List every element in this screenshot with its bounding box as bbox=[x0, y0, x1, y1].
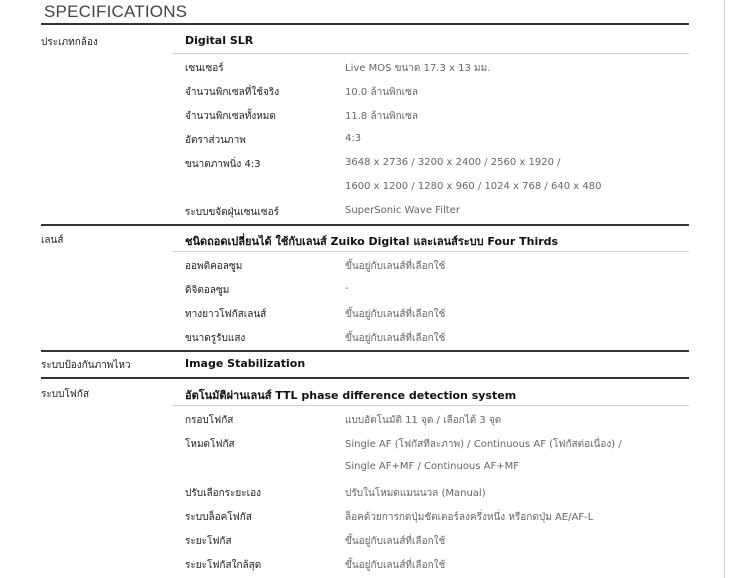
page-title: SPECIFICATIONS bbox=[44, 2, 188, 21]
category-label: ระบบโฟกัส bbox=[41, 389, 90, 400]
category-label: ระบบป้องกันภาพไหว bbox=[41, 360, 131, 371]
spec-value: - bbox=[345, 283, 349, 294]
right-border bbox=[724, 0, 725, 578]
spec-label: ขนาดรูรับแสง bbox=[185, 333, 246, 344]
heading-rule bbox=[173, 53, 689, 54]
spec-label: ระบบขจัดฝุ่นเซนเซอร์ bbox=[185, 207, 279, 218]
section-heading: อัตโนมัติผ่านเลนส์ TTL phase difference detection system bbox=[185, 389, 517, 402]
spec-label: ออพติคอลซูม bbox=[185, 261, 243, 272]
spec-value: Single AF+MF / Continuous AF+MF bbox=[345, 461, 520, 472]
spec-value: 10.0 ล้านพิกเซล bbox=[345, 87, 419, 98]
spec-label: ระยะโฟกัสใกล้สุด bbox=[185, 560, 262, 571]
spec-label: จำนวนพิกเซลทั้งหมด bbox=[185, 111, 276, 122]
section-heading: Digital SLR bbox=[185, 34, 254, 47]
spec-value: 11.8 ล้านพิกเซล bbox=[345, 111, 419, 122]
heading-rule bbox=[173, 405, 689, 406]
spec-label: ปรับเลือกระยะเอง bbox=[185, 488, 261, 499]
section-rule bbox=[41, 224, 689, 226]
section-rule bbox=[41, 377, 689, 379]
section-heading: Image Stabilization bbox=[185, 357, 306, 370]
category-label: เลนส์ bbox=[41, 235, 64, 246]
spec-label: ระยะโฟกัส bbox=[185, 536, 232, 547]
spec-label: โหมดโฟกัส bbox=[185, 439, 235, 450]
spec-value: ขึ้นอยู่กับเลนส์ที่เลือกใช้ bbox=[345, 560, 446, 571]
heading-rule bbox=[173, 251, 689, 252]
spec-value: ล็อคด้วยการกดปุ่มชัตเตอร์ลงครึ่งหนึ่ง หรือกดปุ่ม AE/AF-L bbox=[345, 512, 594, 523]
spec-value: ขึ้นอยู่กับเลนส์ที่เลือกใช้ bbox=[345, 309, 446, 320]
spec-label: จำนวนพิกเซลที่ใช้จริง bbox=[185, 87, 280, 98]
spec-value: ขึ้นอยู่กับเลนส์ที่เลือกใช้ bbox=[345, 261, 446, 272]
spec-value: 3648 x 2736 / 3200 x 2400 / 2560 x 1920 / bbox=[345, 157, 561, 168]
spec-value: ขึ้นอยู่กับเลนส์ที่เลือกใช้ bbox=[345, 536, 446, 547]
spec-label: ดิจิตอลซูม bbox=[185, 285, 230, 296]
spec-value: Live MOS ขนาด 17.3 x 13 มม. bbox=[345, 63, 491, 74]
spec-label: ระบบล็อคโฟกัส bbox=[185, 512, 252, 523]
spec-label: อัตราส่วนภาพ bbox=[185, 135, 246, 146]
spec-label: ขนาดภาพนิ่ง 4:3 bbox=[185, 159, 261, 170]
section-heading: ชนิดถอดเปลี่ยนได้ ใช้กับเลนส์ Zuiko Digital และเลนส์ระบบ Four Thirds bbox=[185, 235, 559, 248]
spec-label: กรอบโฟกัส bbox=[185, 415, 234, 426]
spec-value: ขึ้นอยู่กับเลนส์ที่เลือกใช้ bbox=[345, 333, 446, 344]
category-label: ประเภทกล้อง bbox=[41, 37, 98, 48]
spec-value: 1600 x 1200 / 1280 x 960 / 1024 x 768 / 640 x 480 bbox=[345, 181, 602, 192]
spec-label: เซนเซอร์ bbox=[185, 63, 224, 74]
spec-value: 4:3 bbox=[345, 133, 362, 144]
spec-value: ปรับในโหมดแมนนวล (Manual) bbox=[345, 488, 486, 499]
spec-value: Single AF (โฟกัสทีละภาพ) / Continuous AF (โฟกัสต่อเนื่อง) / bbox=[345, 439, 622, 450]
spec-value: แบบอัตโนมัติ 11 จุด / เลือกได้ 3 จุด bbox=[345, 415, 502, 426]
section-rule bbox=[41, 350, 689, 352]
title-rule bbox=[41, 23, 689, 25]
spec-label: ทางยาวโฟกัสเลนส์ bbox=[185, 309, 267, 320]
spec-value: SuperSonic Wave Filter bbox=[345, 205, 460, 216]
